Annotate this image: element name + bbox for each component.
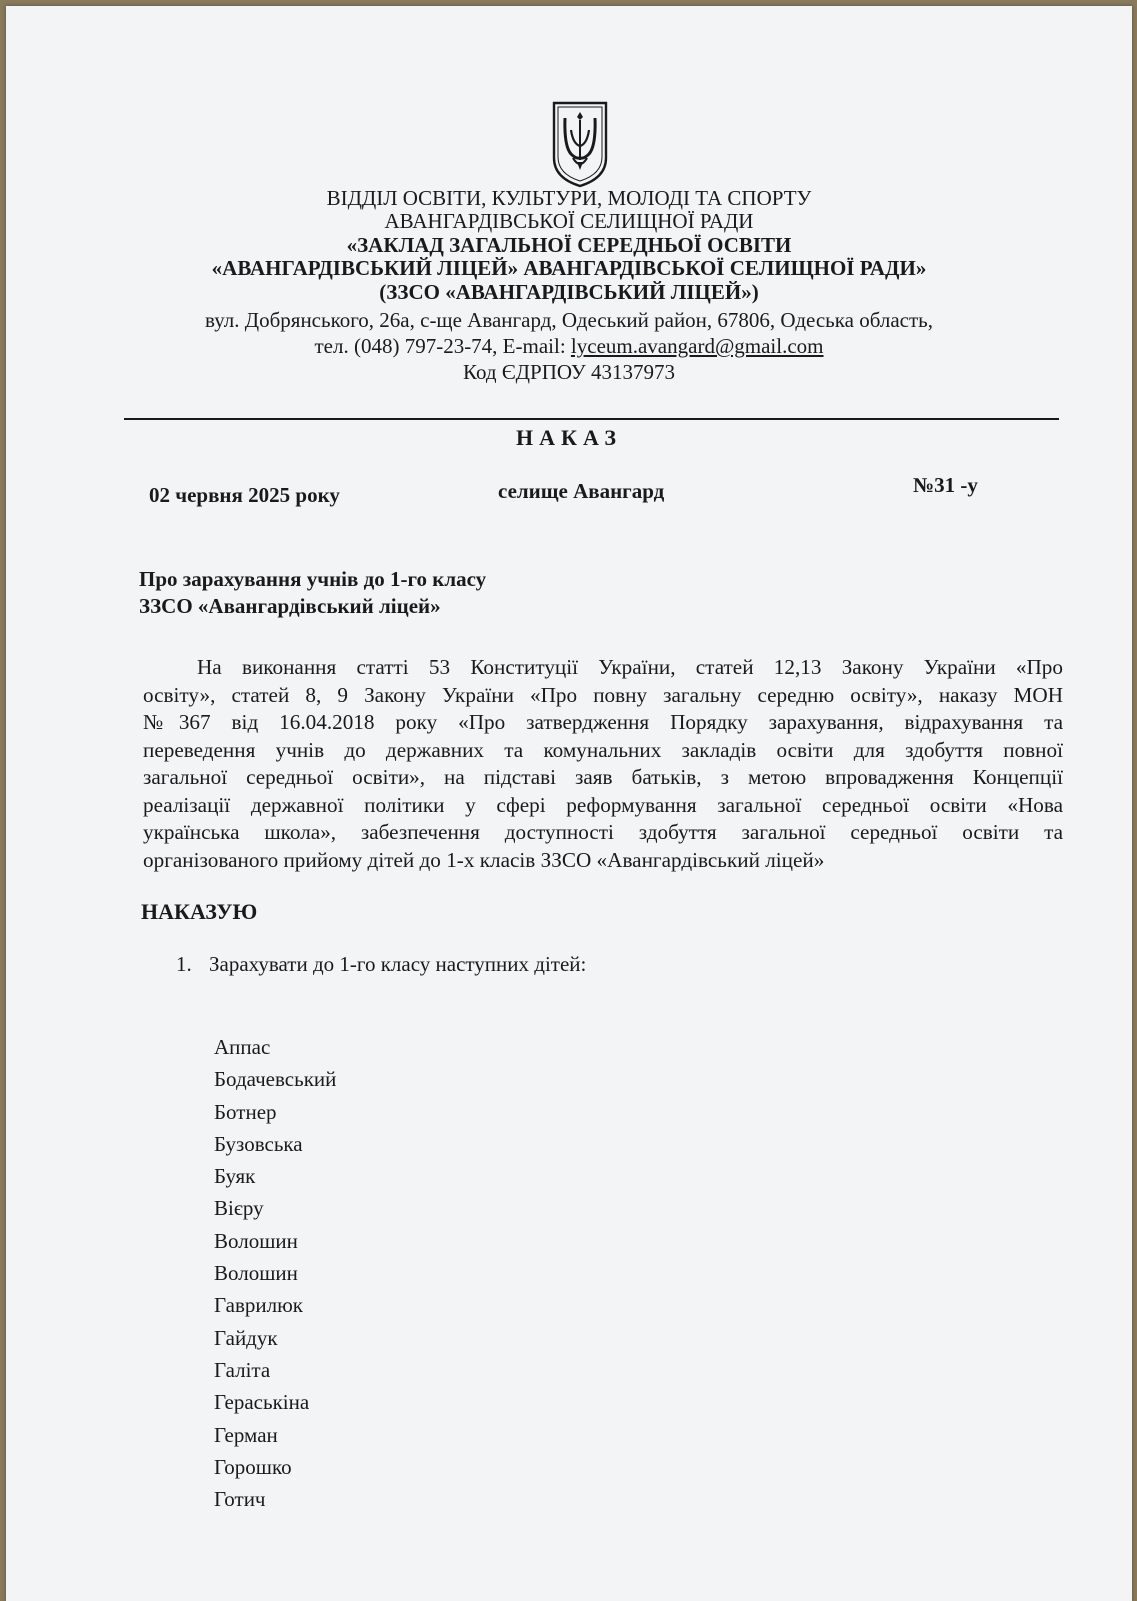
student-name: Волошин xyxy=(214,1261,298,1286)
document-title: НАКАЗ xyxy=(516,425,622,450)
order-item-number: 1. xyxy=(176,952,192,976)
student-name: Волошин xyxy=(214,1228,298,1253)
phone-text: тел. (048) 797-23-74, E-mail: xyxy=(314,334,571,358)
preamble-line: переведення учнів до державних та комунальних закладів освіти для здобуття повної xyxy=(143,737,1063,762)
student-name: Гераськіна xyxy=(214,1390,310,1415)
header-institution-line2: «АВАНГАРДІВСЬКИЙ ЛІЦЕЙ» АВАНГАРДІВСЬКОЇ СЕЛИЩНОЇ РАДИ» xyxy=(211,256,927,280)
student-name: Вієру xyxy=(214,1196,264,1221)
header-divider xyxy=(124,418,1059,420)
subject-line2: ЗЗСО «Авангардівський ліцей» xyxy=(139,594,441,618)
student-name: Горошко xyxy=(214,1454,292,1479)
trident-coat-of-arms-icon xyxy=(551,100,609,188)
student-name: Гаврилюк xyxy=(214,1293,303,1318)
preamble-line: організованого прийому дітей до 1-х класів ЗЗСО «Авангардівський ліцей» xyxy=(143,847,825,872)
student-list xyxy=(214,1031,336,1515)
student-name: Аппас xyxy=(214,1035,271,1059)
header-contacts xyxy=(6,335,1132,358)
student-name: Буяк xyxy=(214,1164,256,1189)
preamble-line: №367 від 16.04.2018 року «Про затвердження Порядку зарахування, відрахування та xyxy=(143,710,1063,734)
preamble-line: українська школа», забезпечення доступності здобуття загальної середньої освіти та xyxy=(143,820,1063,844)
preamble-line: освіту», статей 8, 9 Закону України «Про повну загальну середню освіту», наказу МОН xyxy=(143,682,1063,707)
subject-line1: Про зарахування учнів до 1-го класу xyxy=(139,567,487,591)
student-name: Бузовська xyxy=(214,1131,303,1156)
order-item-text: Зарахувати до 1-го класу наступних дітей: xyxy=(209,952,587,976)
preamble-line: загальної середньої освіти», на підставі заяв батьків, з метою впровадження Концепції xyxy=(143,765,1063,789)
student-name: Галіта xyxy=(214,1357,271,1382)
preamble-paragraph xyxy=(143,654,1063,874)
document-place: селище Авангард xyxy=(498,479,665,503)
student-name: Ботнер xyxy=(214,1099,277,1124)
order-heading: НАКАЗУЮ xyxy=(141,899,258,924)
preamble-line: реалізації державної політики у сфері реформування загальної середньої освіти «Нова xyxy=(143,792,1063,817)
document-number: №31 -у xyxy=(913,473,978,497)
student-name: Герман xyxy=(214,1422,278,1447)
header-institution-short: (ЗЗСО «АВАНГАРДІВСЬКИЙ ЛІЦЕЙ») xyxy=(379,280,759,304)
header-institution-line1: «ЗАКЛАД ЗАГАЛЬНОЇ СЕРЕДНЬОЇ ОСВІТИ xyxy=(346,233,792,257)
header-council: АВАНГАРДІВСЬКОЇ СЕЛИЩНОЇ РАДИ xyxy=(384,209,754,233)
document-date: 02 червня 2025 року xyxy=(149,483,340,507)
student-name: Готич xyxy=(214,1487,266,1512)
header-edrpou: Код ЄДРПОУ 43137973 xyxy=(463,360,675,384)
header-address: вул. Добрянського, 26а, с-ще Авангард, Одеський район, 67806, Одеська область, xyxy=(205,308,933,332)
preamble-line: На виконання статті 53 Конституції України, статей 12,13 Закону України «Про xyxy=(197,655,1063,679)
student-name: Гайдук xyxy=(214,1325,278,1350)
student-name: Бодачевський xyxy=(214,1067,337,1092)
header-department: ВІДДІЛ ОСВІТИ, КУЛЬТУРИ, МОЛОДІ ТА СПОРТУ xyxy=(326,186,812,210)
document-page xyxy=(6,6,1132,1601)
email-link[interactable]: lyceum.avangard@gmail.com xyxy=(570,334,824,358)
